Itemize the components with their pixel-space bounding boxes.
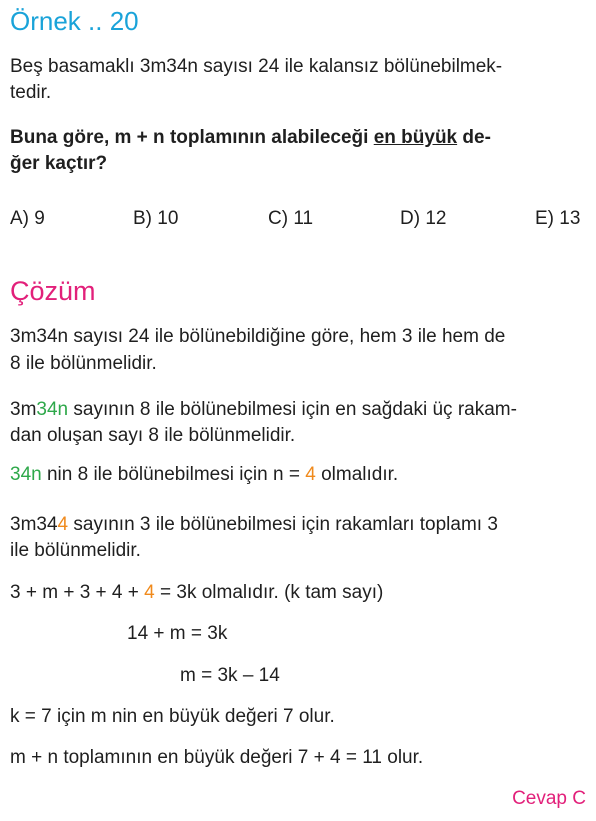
solution-line-5	[10, 462, 398, 488]
question-line-2: tedir.	[10, 82, 52, 103]
highlight-orange: 4	[57, 514, 69, 535]
equation-1	[10, 580, 383, 606]
option-c[interactable]: C) 11	[268, 208, 314, 229]
text: nin 8 ile bölünebilmesi için n =	[41, 464, 306, 485]
example-title: Örnek .. 20	[10, 6, 139, 36]
answer-label: Cevap C	[512, 788, 586, 809]
solution-line-1: 3m34n sayısı 24 ile bölünebildiğine göre, hem 3 ile hem de	[10, 326, 506, 347]
text: sayının 8 ile bölünebilmesi için en sağdaki üç rakam-	[68, 399, 517, 420]
option-b[interactable]: B) 10	[133, 208, 179, 229]
question-prompt-line-2: ğer kaçtır?	[10, 153, 108, 174]
question-line-1: Beş basamaklı 3m34n sayısı 24 ile kalansız bölünebilmek-	[10, 56, 503, 77]
text: sayının 3 ile bölünebilmesi için rakamları toplamı 3	[68, 514, 498, 535]
question-prompt-line-1	[10, 125, 491, 151]
solution-line-3	[10, 397, 517, 423]
option-e[interactable]: E) 13	[535, 208, 581, 229]
solution-line-9: m + n toplamının en büyük değeri 7 + 4 = 11 olur.	[10, 747, 424, 768]
option-a[interactable]: A) 9	[10, 208, 45, 229]
highlight-orange: 4	[144, 582, 155, 603]
solution-line-7: ile bölünmelidir.	[10, 540, 141, 561]
equation-3: m = 3k – 14	[180, 665, 280, 686]
solution-line-8: k = 7 için m nin en büyük değeri 7 olur.	[10, 706, 335, 727]
text: olmalıdır.	[315, 464, 399, 485]
highlight-orange: 4	[305, 464, 316, 485]
text: 3 + m + 3 + 4 +	[10, 582, 145, 603]
highlight-green: 34n	[10, 464, 42, 485]
option-d[interactable]: D) 12	[400, 208, 447, 229]
solution-title: Çözüm	[10, 276, 96, 306]
solution-line-6	[10, 512, 498, 538]
equation-2: 14 + m = 3k	[127, 623, 228, 644]
text: = 3k olmalıdır. (k tam sayı)	[154, 582, 384, 603]
text: 3m	[10, 399, 37, 420]
text: 3m34	[10, 514, 58, 535]
prompt-text-a: Buna göre, m + n toplamının alabileceği	[10, 127, 374, 148]
highlight-green: 34n	[36, 399, 69, 420]
prompt-emphasis: en büyük	[373, 127, 458, 148]
prompt-text-b: de-	[457, 127, 491, 148]
solution-line-2: 8 ile bölünmelidir.	[10, 353, 157, 374]
solution-line-4: dan oluşan sayı 8 ile bölünmelidir.	[10, 425, 296, 446]
